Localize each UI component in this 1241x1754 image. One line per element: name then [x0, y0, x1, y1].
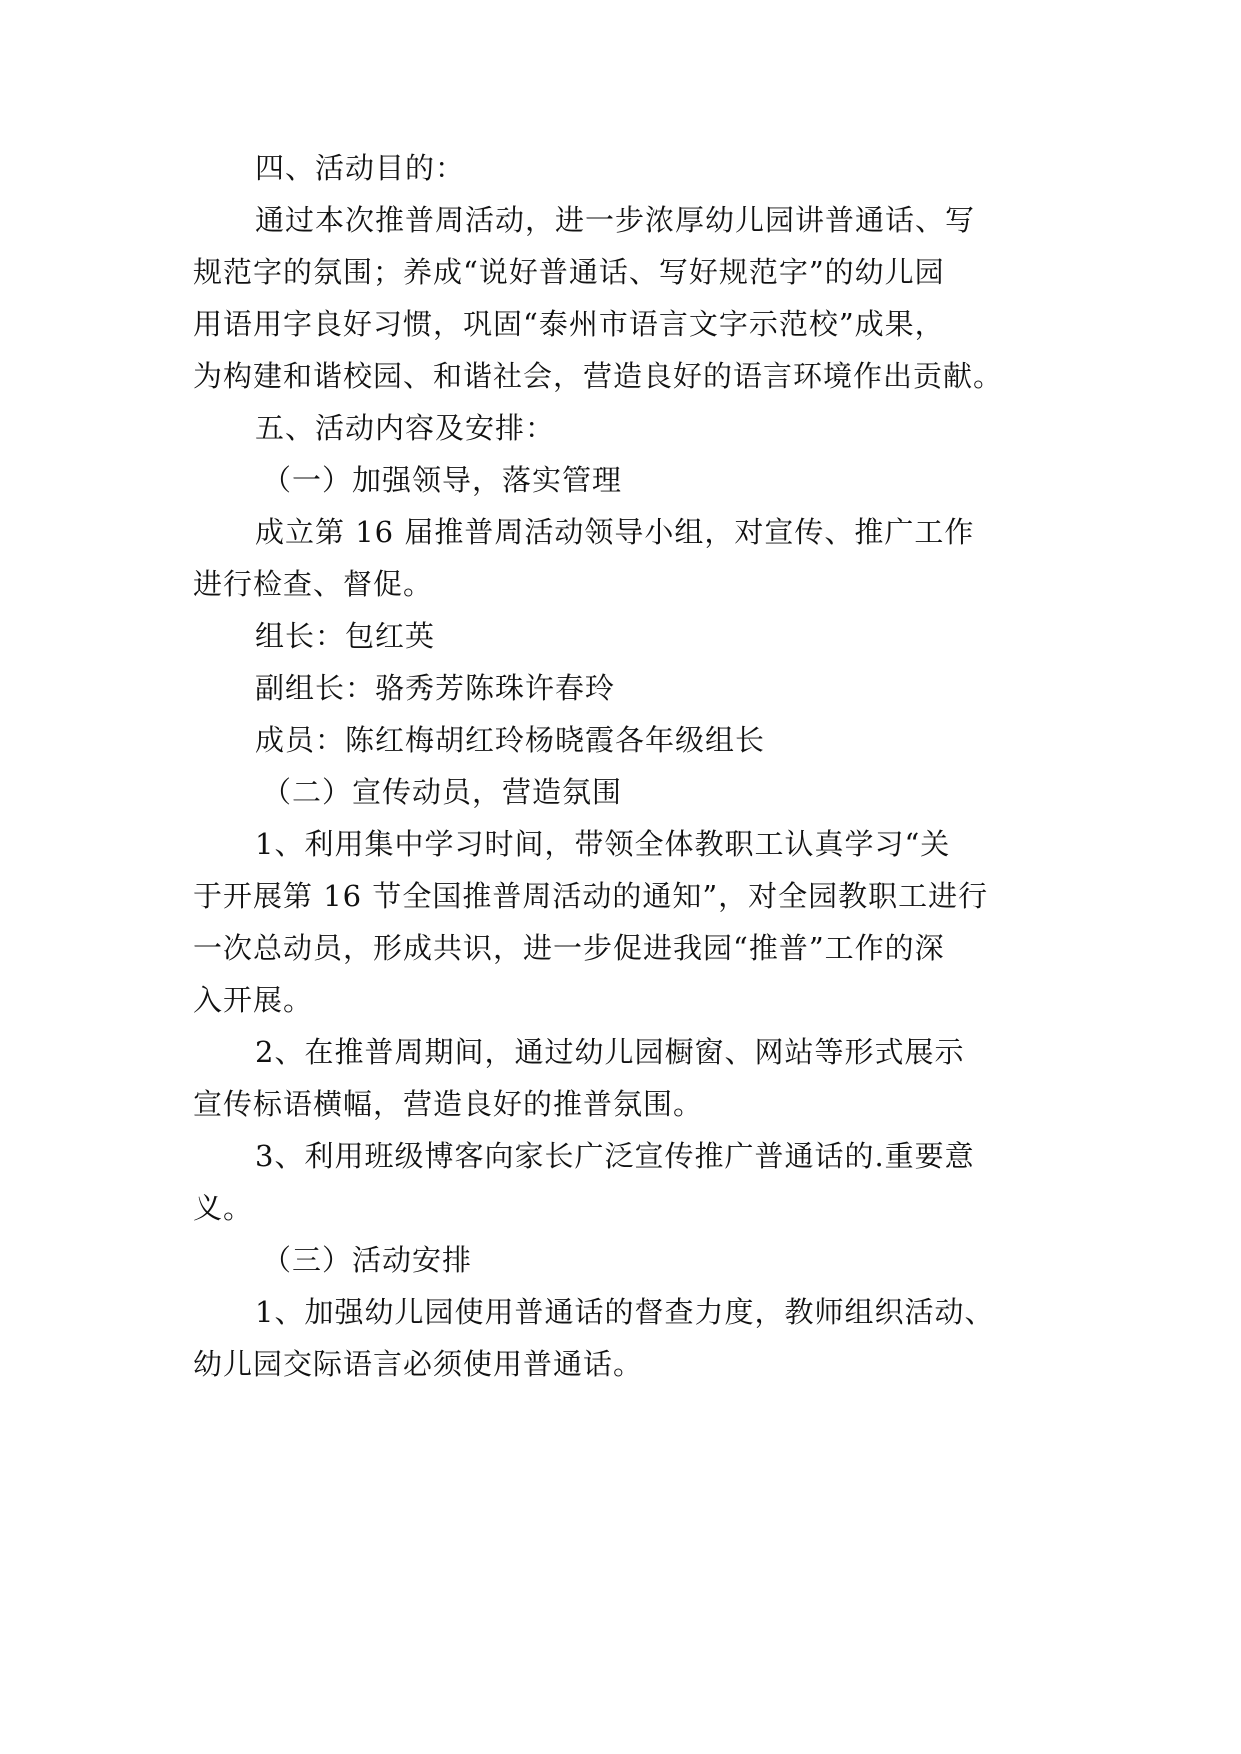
- part3-title: （三）活动安排: [262, 1243, 473, 1277]
- part1-paragraph-line: 进行检查、督促。: [193, 567, 434, 601]
- part2-title: （二）宣传动员，营造氛围: [262, 775, 623, 809]
- part2-item1-line: 于开展第 16 节全国推普周活动的通知”，对全园教职工进行: [193, 879, 989, 913]
- part3-item1-line: 幼儿园交际语言必须使用普通话。: [193, 1347, 644, 1381]
- section4-paragraph-line: 用语用字良好习惯，巩固“泰州市语言文字示范校”成果，: [193, 307, 945, 341]
- section4-heading: 四、活动目的：: [255, 151, 466, 185]
- part3-item1-line: 1、加强幼儿园使用普通话的督查力度，教师组织活动、: [255, 1295, 995, 1329]
- section4-paragraph-line: 规范字的氛围；养成“说好普通话、写好规范字”的幼儿园: [193, 255, 945, 289]
- part2-item1-line: 1、利用集中学习时间，带领全体教职工认真学习“关: [255, 827, 951, 861]
- part2-item2-line: 2、在推普周期间，通过幼儿园橱窗、网站等形式展示: [255, 1035, 965, 1069]
- section4-paragraph-line: 为构建和谐校园、和谐社会，营造良好的语言环境作出贡献。: [193, 359, 1004, 393]
- part1-deputy: 副组长：骆秀芳陈珠许春玲: [255, 671, 616, 705]
- part1-title: （一）加强领导，落实管理: [262, 463, 623, 497]
- part2-item2-line: 宣传标语横幅，营造良好的推普氛围。: [193, 1087, 704, 1121]
- part1-leader: 组长：包红英: [255, 619, 436, 653]
- part2-item3-line: 义。: [193, 1191, 254, 1225]
- section4-paragraph-line: 通过本次推普周活动，进一步浓厚幼儿园讲普通话、写: [255, 203, 976, 237]
- part2-item3-line: 3、利用班级博客向家长广泛宣传推广普通话的.重要意: [255, 1139, 975, 1173]
- part1-paragraph-line: 成立第 16 届推普周活动领导小组，对宣传、推广工作: [255, 515, 975, 549]
- section5-heading: 五、活动内容及安排：: [255, 411, 556, 445]
- part1-members: 成员：陈红梅胡红玲杨晓霞各年级组长: [255, 723, 766, 757]
- part2-item1-line: 入开展。: [193, 983, 314, 1017]
- part2-item1-line: 一次总动员，形成共识，进一步促进我园“推普”工作的深: [193, 931, 945, 965]
